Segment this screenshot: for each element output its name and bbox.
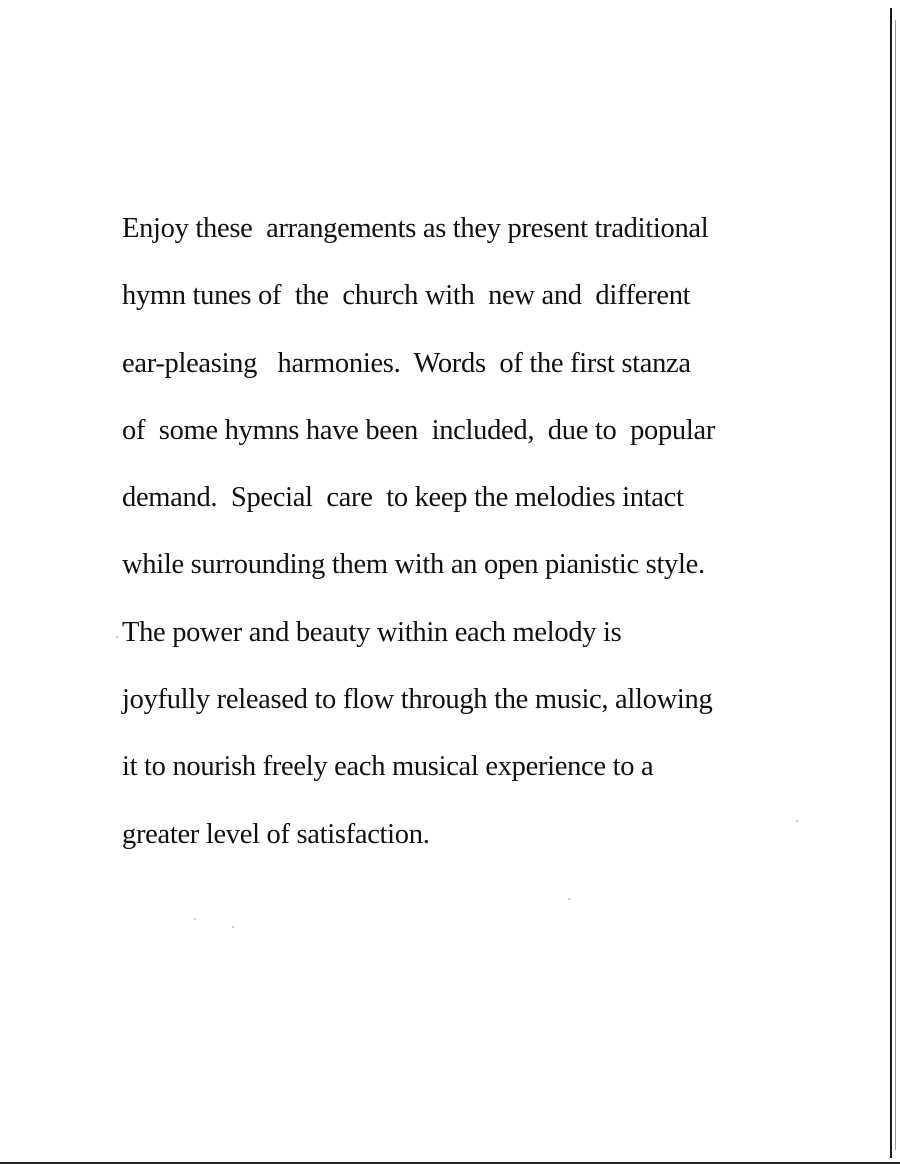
text-line: greater level of satisfaction.	[122, 818, 430, 850]
text-line: it to nourish freely each musical experience to a	[122, 751, 654, 783]
scan-speck	[194, 918, 196, 920]
text-line: Enjoy these arrangements as they present traditional	[122, 213, 709, 244]
text-line: of some hymns have been included, due to popular	[122, 414, 716, 446]
page-edge-border	[890, 8, 892, 1158]
text-line: The power and beauty within each melody is	[122, 616, 622, 648]
text-line: ear-pleasing harmonies. Words of the first stanza	[122, 347, 691, 379]
scan-speck	[568, 898, 570, 900]
text-line: while surrounding them with an open pianistic style.	[122, 549, 705, 581]
scan-speck	[232, 926, 234, 928]
scan-speck	[116, 636, 118, 638]
page-edge-shadow	[895, 20, 896, 1150]
text-line: hymn tunes of the church with new and different	[122, 280, 691, 312]
scan-speck	[796, 820, 798, 822]
text-line: joyfully released to flow through the music, allowing	[122, 684, 713, 716]
text-line: demand. Special care to keep the melodies intact	[122, 482, 684, 514]
body-paragraph	[122, 208, 762, 881]
